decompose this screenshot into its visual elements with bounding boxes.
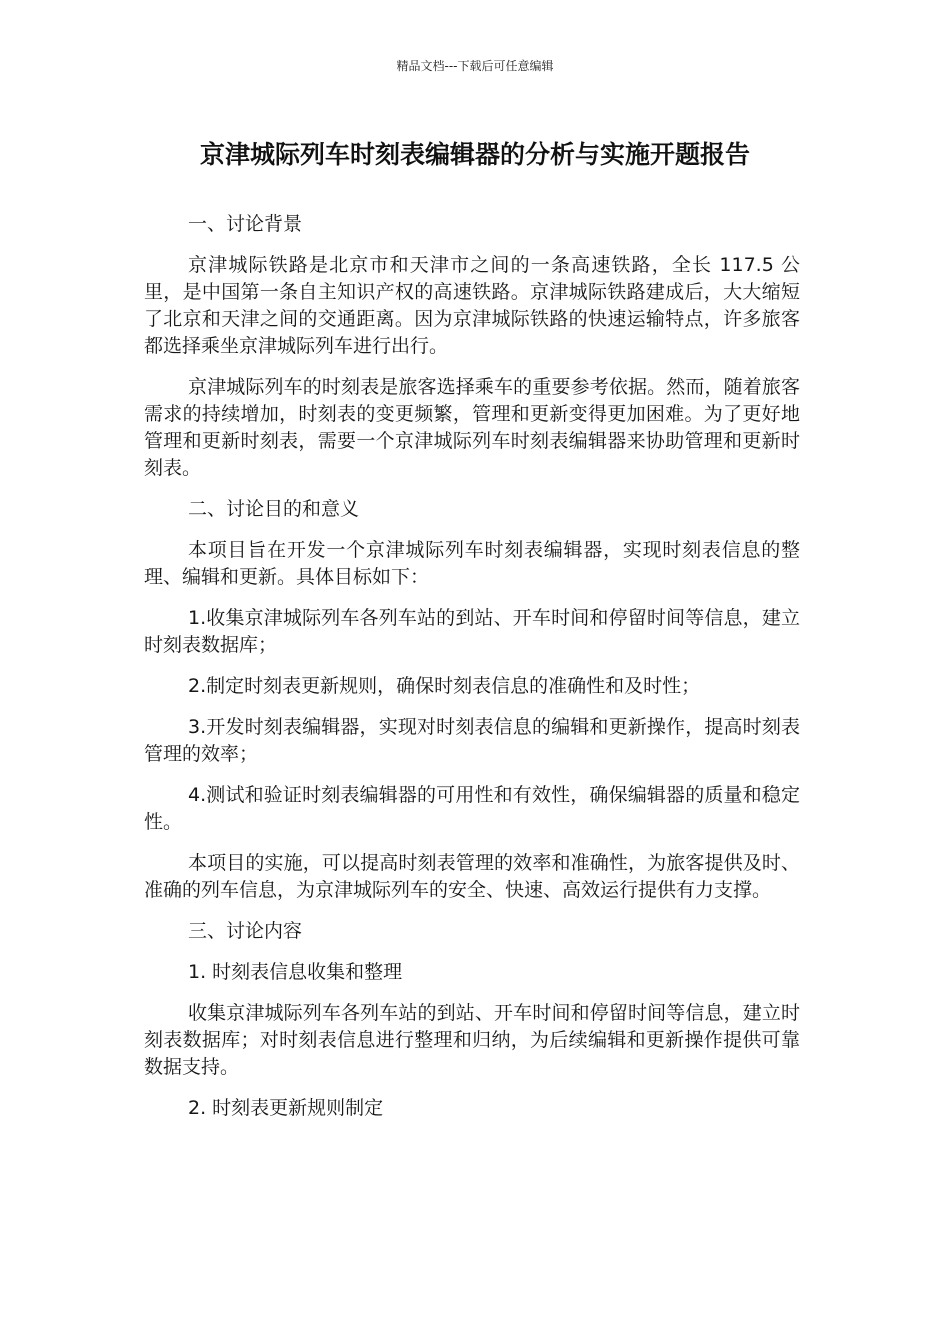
goal-item-1: 1.收集京津城际列车各列车站的到站、开车时间和停留时间等信息，建立时刻表数据库； — [144, 607, 800, 656]
section-heading-content: 三、讨论内容 — [188, 920, 303, 942]
goal-item-4: 4.测试和验证时刻表编辑器的可用性和有效性，确保编辑器的质量和稳定性。 — [144, 784, 800, 833]
paragraph-background-2: 京津城际列车的时刻表是旅客选择乘车的重要参考依据。然而，随着旅客需求的持续增加，时刻表的变更频繁，管理和更新变得更加困难。为了更好地管理和更新时刻表，需要一个京津城际列车时刻表编辑器来协助管理和更新时刻表。 — [144, 376, 800, 479]
header-note: 精品文档---下载后可任意编辑 — [396, 59, 554, 73]
document-body — [144, 211, 800, 1136]
goal-item-2: 2.制定时刻表更新规则，确保时刻表信息的准确性和及时性； — [188, 675, 701, 697]
section-heading-purpose: 二、讨论目的和意义 — [188, 498, 360, 520]
paragraph-significance: 本项目的实施，可以提高时刻表管理的效率和准确性，为旅客提供及时、准确的列车信息，为京津城际列车的安全、快速、高效运行提供有力支撑。 — [144, 852, 800, 901]
paragraph-purpose-intro: 本项目旨在开发一个京津城际列车时刻表编辑器，实现时刻表信息的整理、编辑和更新。具体目标如下： — [144, 539, 800, 588]
goal-item-3: 3.开发时刻表编辑器，实现对时刻表信息的编辑和更新操作，提高时刻表管理的效率； — [144, 716, 800, 765]
document-title: 京津城际列车时刻表编辑器的分析与实施开题报告 — [199, 140, 750, 169]
paragraph-background-1: 京津城际铁路是北京市和天津市之间的一条高速铁路，全长 117.5 公里，是中国第一条自主知识产权的高速铁路。京津城际铁路建成后，大大缩短了北京和天津之间的交通距离。因为京津城际铁路的快速运输特点，许多旅客都选择乘坐京津城际列车进行出行。 — [144, 254, 800, 357]
subsection-heading-1: 1. 时刻表信息收集和整理 — [188, 961, 403, 983]
subsection-heading-2: 2. 时刻表更新规则制定 — [188, 1097, 384, 1119]
section-heading-background: 一、讨论背景 — [188, 213, 303, 235]
paragraph-content-1: 收集京津城际列车各列车站的到站、开车时间和停留时间等信息，建立时刻表数据库；对时刻表信息进行整理和归纳，为后续编辑和更新操作提供可靠数据支持。 — [144, 1002, 800, 1078]
